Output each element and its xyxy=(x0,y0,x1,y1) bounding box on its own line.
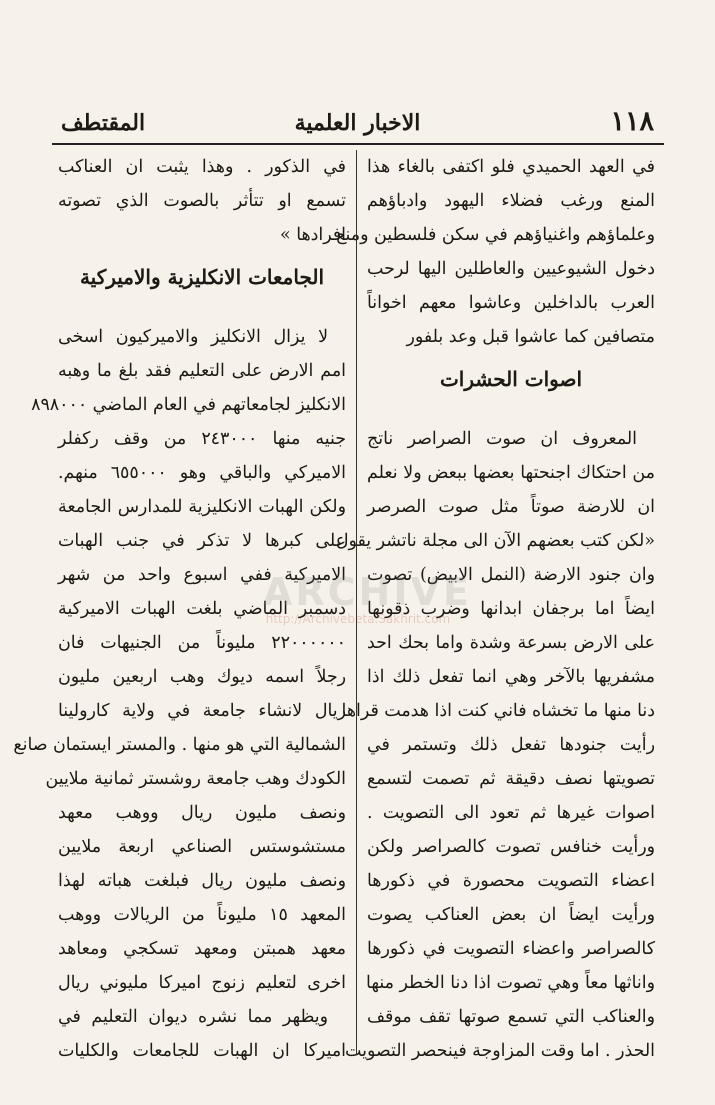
text-line: ونصف مليون ريال ووهب معهد xyxy=(58,803,346,823)
text-line: من احتكاك اجنحتها بعضها ببعض ولا نعلم xyxy=(367,463,655,483)
text-line: امم الارض على التعليم فقد بلغ ما وهبه xyxy=(58,361,346,381)
text-line: «لكن كتب بعضهم الآن الى مجلة ناتشر يقول xyxy=(335,531,655,551)
text-line: المعروف ان صوت الصراصر ناتج xyxy=(367,429,637,449)
page-header xyxy=(55,96,660,144)
text-line: ٢٢٠٠٠٠٠٠ مليوناً من الجنيهات فان xyxy=(58,633,346,653)
text-line: الكودك وهب جامعة روشستر ثمانية ملايين xyxy=(45,769,346,789)
text-line: اخرى لتعليم زنوج اميركا مليوني ريال xyxy=(58,973,346,993)
text-line: على كبرها لا تذكر في جنب الهبات xyxy=(58,531,346,551)
text-line: تصويتها نصف دقيقة ثم تصمت لتسمع xyxy=(367,769,655,789)
text-line: ونصف مليون ريال فبلغت هباته لهذا xyxy=(58,871,346,891)
watermark-text: ARCHIVE xyxy=(263,570,472,614)
section-title: الاخبار العلمية xyxy=(294,110,421,136)
text-line: رأيت جنودها تفعل ذلك وتستمر في xyxy=(367,735,655,755)
text-line: مشفريها بالآخر وهي انما تفعل ذلك اذا xyxy=(367,667,655,687)
text-line: دنا منها ما تخشاه فاني كنت اذا هدمت قراها xyxy=(341,701,655,721)
article-insect-sounds-end xyxy=(58,150,346,252)
text-line: تسمع او تتأثر بالصوت الذي تصوته xyxy=(58,191,346,211)
text-line: ريال لانشاء جامعة في ولاية كارولينا xyxy=(58,701,346,721)
text-line: متصافين كما عاشوا قبل وعد بلفور xyxy=(406,327,655,347)
text-line: ولكن الهبات الانكليزية للمدارس الجامعة xyxy=(58,497,346,517)
text-line: دخول الشيوعيين والعاطلين اليها لرحب xyxy=(367,259,655,279)
left-column xyxy=(13,150,346,1061)
page-number: ١١٨ xyxy=(610,106,654,137)
article-heading-insect-sounds: اصوات الحشرات xyxy=(439,367,583,391)
text-line: معهد همبتن ومعهد تسكجي ومعاهد xyxy=(58,939,346,959)
text-line: اصوات غيرها ثم تعود الى التصويت . xyxy=(367,803,655,823)
text-line: الشمالية التي هو منها . والمستر ايستمان صانع xyxy=(13,735,346,755)
text-line: وان جنود الارضة (النمل الابيض) تصوت xyxy=(367,565,655,585)
text-line: في العهد الحميدي فلو اكتفى بالغاء هذا xyxy=(367,157,655,177)
text-line: ان للارضة صوتاً مثل صوت الصرصر xyxy=(367,497,655,517)
journal-name: المقتطف xyxy=(61,110,146,136)
article-heading-universities: الجامعات الانكليزية والاميركية xyxy=(79,265,325,289)
header-rule xyxy=(52,143,664,145)
text-line: الاميركية ففي اسبوع واحد من شهر xyxy=(58,565,346,585)
text-line: العرب بالداخلين وعاشوا معهم اخواناً xyxy=(367,293,655,313)
text-line: اعضاء التصويت محصورة في ذكورها xyxy=(367,871,655,891)
text-line: الانكليز لجامعاتهم في العام الماضي ٨٩٨٠٠٠ xyxy=(31,395,346,415)
text-line: ورأيت خنافس تصوت كالصراصر ولكن xyxy=(367,837,655,857)
text-line: واناثها معاً وهي تصوت اذا دنا الخطر منها xyxy=(366,973,655,993)
article-continuation xyxy=(336,150,655,354)
text-line: ايضاً اما برجفان ابدانها وضرب ذقونها xyxy=(367,599,655,619)
text-line: ويظهر مما نشره ديوان التعليم في xyxy=(58,1007,328,1027)
text-line: مستشوستس الصناعي اربعة ملايين xyxy=(58,837,346,857)
text-line: ورأيت ايضاً ان بعض العناكب يصوت xyxy=(367,905,655,925)
text-line: كالصراصر واعضاء التصويت في ذكورها xyxy=(367,939,655,959)
text-line: في الذكور . وهذا يثبت ان العناكب xyxy=(58,157,346,177)
text-line: رجلاً اسمه ديوك وهب اربعين مليون xyxy=(58,667,346,687)
article-universities xyxy=(13,320,346,1068)
text-line: دسمبر الماضي بلغت الهبات الاميركية xyxy=(58,599,346,619)
text-line: على الارض بسرعة وشدة واما بحك احد xyxy=(367,633,655,653)
text-line: المعهد ١٥ مليوناً من الريالات ووهب xyxy=(58,905,346,925)
text-line: والعناكب التي تسمع صوتها تقف موقف xyxy=(367,1007,655,1027)
text-line: وعلماؤهم واغنياؤهم في سكن فلسطين ومنع xyxy=(336,225,655,245)
watermark-url: http://Archivebeta.Sakhrit.com xyxy=(265,612,451,626)
text-line: المنع ورغب فضلاء اليهود وادباؤهم xyxy=(367,191,655,211)
text-line: جنيه منها ٢٤٣٠٠٠ من وقف ركفلر xyxy=(58,429,346,449)
text-line: افرادها » xyxy=(280,225,346,245)
text-line: الاميركي والباقي وهو ٦٥٥٠٠٠ منهم. xyxy=(58,463,346,483)
column-divider xyxy=(356,150,357,1055)
text-line: لا يزال الانكليز والاميركيون اسخى xyxy=(58,327,328,347)
text-line: اميركا ان الهبات للجامعات والكليات xyxy=(58,1041,346,1061)
text-line: الحذر . اما وقت المزاوجة فينحصر التصويت xyxy=(345,1041,655,1061)
